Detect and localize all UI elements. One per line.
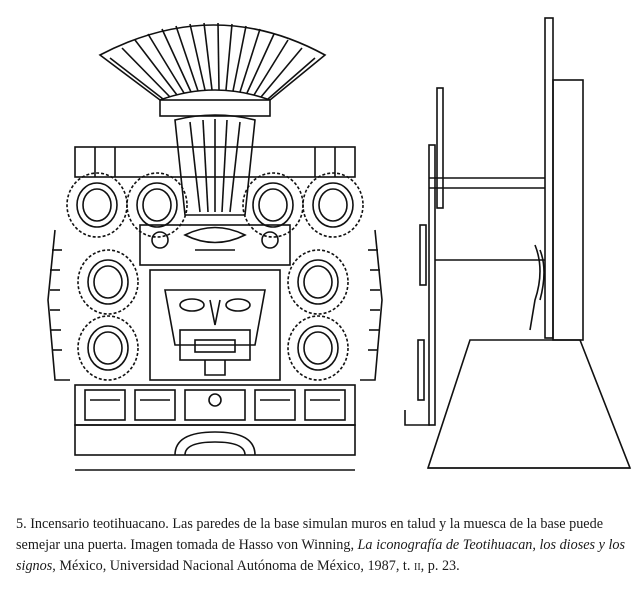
caption-text-3: , p. 23.: [420, 558, 460, 574]
caption-volume: ii: [413, 558, 421, 574]
caption-book-title: La iconografía de Teotihuacan, los dioses y los signos: [16, 537, 626, 574]
mask-face: [150, 270, 280, 380]
incensario-side-view: [405, 18, 630, 468]
figure-caption: [16, 514, 632, 577]
incensario-front-view: [48, 23, 382, 470]
caption-text-1: 5. Incensario teotihuacano. Las paredes de la base simulan muros en talud y la muesca de la base puede semejar una puerta. Imagen tomada de Hasso von Winning,: [16, 516, 603, 553]
caption-text-2: , México, Universidad Nacional Autónoma de México, 1987, t.: [52, 558, 414, 574]
